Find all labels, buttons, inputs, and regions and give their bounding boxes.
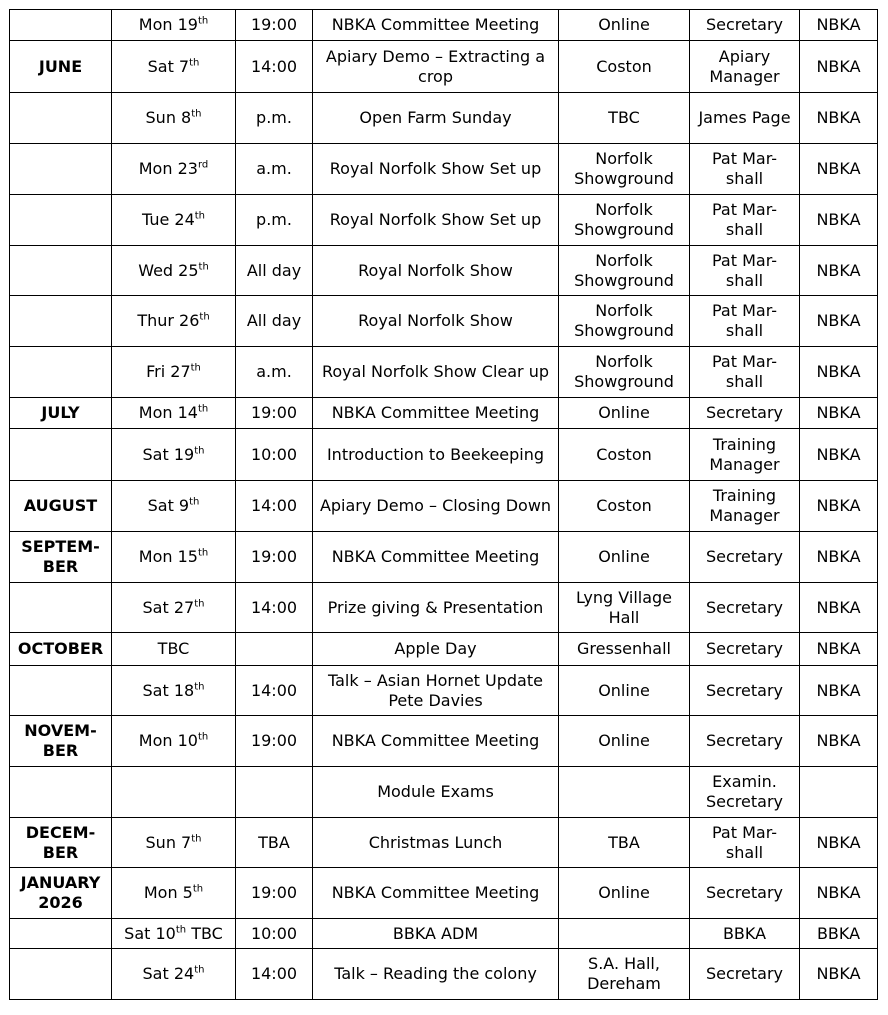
event-cell: Module Exams bbox=[313, 767, 559, 818]
contact-cell: Secretary bbox=[690, 633, 800, 666]
event-cell: NBKA Committee Meeting bbox=[313, 398, 559, 429]
date-ordinal: rd bbox=[197, 159, 209, 171]
contact-cell: Pat Mar-shall bbox=[690, 246, 800, 296]
contact-cell: Pat Mar-shall bbox=[690, 347, 800, 398]
month-cell bbox=[10, 429, 112, 481]
date-day: Mon 15 bbox=[138, 547, 198, 566]
table-row bbox=[10, 246, 878, 296]
time-cell: p.m. bbox=[236, 195, 313, 246]
org-cell: NBKA bbox=[800, 633, 878, 666]
time-cell: 14:00 bbox=[236, 949, 313, 1000]
event-cell: Apple Day bbox=[313, 633, 559, 666]
time-cell: TBA bbox=[236, 818, 313, 868]
org-cell: NBKA bbox=[800, 296, 878, 347]
date-day: Sat 19 bbox=[142, 444, 195, 464]
date-cell bbox=[112, 41, 236, 93]
event-cell: Royal Norfolk Show Set up bbox=[313, 195, 559, 246]
time-cell: 19:00 bbox=[236, 398, 313, 429]
table-row bbox=[10, 10, 878, 41]
date-cell bbox=[112, 583, 236, 633]
date-ordinal: th bbox=[192, 883, 204, 895]
month-cell bbox=[10, 767, 112, 818]
date-ordinal: th bbox=[194, 598, 205, 610]
date-cell bbox=[112, 144, 236, 195]
date-day: Sat 24 bbox=[142, 964, 195, 983]
date-day: Sun 8 bbox=[145, 108, 192, 127]
event-cell: Royal Norfolk Show Clear up bbox=[313, 347, 559, 398]
event-cell: Talk – Asian Hornet Update Pete Davies bbox=[313, 666, 559, 716]
date-cell bbox=[112, 195, 236, 246]
date-cell bbox=[112, 767, 236, 818]
venue-cell: Norfolk Showground bbox=[559, 195, 690, 246]
event-cell: Christmas Lunch bbox=[313, 818, 559, 868]
org-cell: NBKA bbox=[800, 583, 878, 633]
contact-cell: Secretary bbox=[690, 949, 800, 1000]
month-cell bbox=[10, 347, 112, 398]
date-day: Mon 23 bbox=[138, 159, 198, 178]
date-day: Fri 27 bbox=[146, 362, 191, 381]
contact-cell: BBKA bbox=[690, 919, 800, 949]
date-ordinal: th bbox=[197, 15, 209, 27]
table-row bbox=[10, 195, 878, 246]
date-cell bbox=[112, 429, 236, 481]
date-ordinal: th bbox=[194, 445, 205, 457]
event-cell: BBKA ADM bbox=[313, 919, 559, 949]
event-cell: Royal Norfolk Show bbox=[313, 296, 559, 347]
time-cell: a.m. bbox=[236, 347, 313, 398]
date-day: Sun 7 bbox=[145, 832, 192, 852]
venue-cell: S.A. Hall, Dereham bbox=[559, 949, 690, 1000]
table-row bbox=[10, 429, 878, 481]
date-day: Mon 5 bbox=[143, 883, 193, 902]
date-ordinal: th bbox=[197, 403, 209, 415]
org-cell: NBKA bbox=[800, 666, 878, 716]
table-row bbox=[10, 93, 878, 144]
month-cell bbox=[10, 93, 112, 144]
time-cell: All day bbox=[236, 296, 313, 347]
venue-cell: TBA bbox=[559, 818, 690, 868]
date-ordinal: th bbox=[199, 311, 210, 323]
org-cell: NBKA bbox=[800, 532, 878, 583]
table-row bbox=[10, 919, 878, 949]
date-cell bbox=[112, 296, 236, 347]
contact-cell: Pat Mar-shall bbox=[690, 818, 800, 868]
month-cell: OCTOBER bbox=[10, 633, 112, 666]
venue-cell: Norfolk Showground bbox=[559, 246, 690, 296]
event-cell: Apiary Demo – Extracting a crop bbox=[313, 41, 559, 93]
contact-cell: Training Manager bbox=[690, 429, 800, 481]
contact-cell: Secretary bbox=[690, 583, 800, 633]
month-cell: SEPTEM-BER bbox=[10, 532, 112, 583]
time-cell: 14:00 bbox=[236, 41, 313, 93]
date-cell bbox=[112, 666, 236, 716]
contact-cell: Secretary bbox=[690, 666, 800, 716]
venue-cell: Online bbox=[559, 666, 690, 716]
contact-cell: Secretary bbox=[690, 10, 800, 41]
time-cell: 19:00 bbox=[236, 868, 313, 919]
month-cell bbox=[10, 195, 112, 246]
contact-cell: Secretary bbox=[690, 398, 800, 429]
date-cell bbox=[112, 347, 236, 398]
date-ordinal: th bbox=[190, 362, 201, 374]
time-cell: 14:00 bbox=[236, 666, 313, 716]
date-suffix: TBC bbox=[186, 923, 223, 943]
venue-cell bbox=[559, 767, 690, 818]
event-cell: Apiary Demo – Closing Down bbox=[313, 481, 559, 532]
venue-cell: Norfolk Showground bbox=[559, 347, 690, 398]
date-ordinal: th bbox=[194, 210, 206, 222]
table-row bbox=[10, 398, 878, 429]
date-day: Mon 14 bbox=[138, 403, 198, 422]
month-cell bbox=[10, 296, 112, 347]
contact-cell: Pat Mar-shall bbox=[690, 144, 800, 195]
table-row bbox=[10, 666, 878, 716]
date-cell bbox=[112, 633, 236, 666]
event-cell: Royal Norfolk Show Set up bbox=[313, 144, 559, 195]
contact-cell: Secretary bbox=[690, 532, 800, 583]
month-cell: JUNE bbox=[10, 41, 112, 93]
org-cell: NBKA bbox=[800, 93, 878, 144]
contact-cell: Pat Mar-shall bbox=[690, 195, 800, 246]
time-cell: 19:00 bbox=[236, 10, 313, 41]
date-ordinal: th bbox=[189, 57, 200, 69]
venue-cell: Norfolk Showground bbox=[559, 144, 690, 195]
table-row bbox=[10, 583, 878, 633]
venue-cell: Online bbox=[559, 398, 690, 429]
contact-cell: Secretary bbox=[690, 868, 800, 919]
date-cell bbox=[112, 481, 236, 532]
venue-cell: Coston bbox=[559, 481, 690, 532]
time-cell: 10:00 bbox=[236, 919, 313, 949]
date-ordinal: th bbox=[189, 496, 200, 508]
date-day: Sat 7 bbox=[147, 56, 190, 76]
table-row bbox=[10, 818, 878, 868]
table-row bbox=[10, 633, 878, 666]
event-cell: Royal Norfolk Show bbox=[313, 246, 559, 296]
venue-cell: Gressenhall bbox=[559, 633, 690, 666]
venue-cell: Coston bbox=[559, 429, 690, 481]
org-cell: NBKA bbox=[800, 195, 878, 246]
table-row bbox=[10, 532, 878, 583]
org-cell: NBKA bbox=[800, 398, 878, 429]
event-cell: Open Farm Sunday bbox=[313, 93, 559, 144]
events-table bbox=[9, 9, 878, 1000]
date-day: Thur 26 bbox=[137, 311, 200, 330]
contact-cell: Apiary Manager bbox=[690, 41, 800, 93]
date-day: Sat 10 bbox=[124, 923, 176, 943]
venue-cell: Online bbox=[559, 716, 690, 767]
time-cell: 19:00 bbox=[236, 532, 313, 583]
org-cell: NBKA bbox=[800, 868, 878, 919]
table-row bbox=[10, 144, 878, 195]
date-cell bbox=[112, 532, 236, 583]
event-cell: NBKA Committee Meeting bbox=[313, 532, 559, 583]
table-row bbox=[10, 347, 878, 398]
date-day: Sat 9 bbox=[147, 496, 190, 515]
month-cell: JANUARY 2026 bbox=[10, 868, 112, 919]
event-cell: NBKA Committee Meeting bbox=[313, 868, 559, 919]
org-cell: NBKA bbox=[800, 481, 878, 532]
date-day: Mon 10 bbox=[138, 731, 198, 750]
time-cell: 14:00 bbox=[236, 481, 313, 532]
table-row bbox=[10, 767, 878, 818]
table-row bbox=[10, 868, 878, 919]
date-ordinal: th bbox=[191, 833, 202, 845]
month-cell bbox=[10, 246, 112, 296]
date-cell bbox=[112, 818, 236, 868]
time-cell: 19:00 bbox=[236, 716, 313, 767]
org-cell: NBKA bbox=[800, 246, 878, 296]
contact-cell: Secretary bbox=[690, 716, 800, 767]
date-cell bbox=[112, 10, 236, 41]
event-cell: NBKA Committee Meeting bbox=[313, 10, 559, 41]
event-cell: Introduction to Beekeeping bbox=[313, 429, 559, 481]
month-cell: JULY bbox=[10, 398, 112, 429]
date-ordinal: th bbox=[198, 261, 209, 273]
date-cell bbox=[112, 398, 236, 429]
contact-cell: Examin. Secretary bbox=[690, 767, 800, 818]
date-cell bbox=[112, 919, 236, 949]
org-cell: NBKA bbox=[800, 716, 878, 767]
time-cell: p.m. bbox=[236, 93, 313, 144]
month-cell: DECEM-BER bbox=[10, 818, 112, 868]
date-day: TBC bbox=[157, 639, 190, 658]
event-cell: Talk – Reading the colony bbox=[313, 949, 559, 1000]
month-cell bbox=[10, 10, 112, 41]
month-cell: NOVEM-BER bbox=[10, 716, 112, 767]
venue-cell bbox=[559, 919, 690, 949]
contact-cell: James Page bbox=[690, 93, 800, 144]
date-cell bbox=[112, 868, 236, 919]
month-cell bbox=[10, 666, 112, 716]
time-cell: a.m. bbox=[236, 144, 313, 195]
contact-cell: Training Manager bbox=[690, 481, 800, 532]
event-cell: NBKA Committee Meeting bbox=[313, 716, 559, 767]
date-ordinal: th bbox=[191, 108, 202, 120]
contact-cell: Pat Mar-shall bbox=[690, 296, 800, 347]
org-cell: NBKA bbox=[800, 41, 878, 93]
date-day: Wed 25 bbox=[138, 260, 199, 280]
date-ordinal: th bbox=[194, 964, 205, 976]
venue-cell: TBC bbox=[559, 93, 690, 144]
date-day: Sat 27 bbox=[142, 597, 195, 617]
org-cell: BBKA bbox=[800, 919, 878, 949]
event-cell: Prize giving & Presentation bbox=[313, 583, 559, 633]
date-ordinal: th bbox=[197, 731, 209, 743]
venue-cell: Online bbox=[559, 10, 690, 41]
time-cell: 14:00 bbox=[236, 583, 313, 633]
date-ordinal: th bbox=[194, 681, 205, 693]
date-day: Sat 18 bbox=[142, 680, 195, 700]
date-cell bbox=[112, 949, 236, 1000]
date-day: Tue 24 bbox=[141, 210, 195, 229]
month-cell bbox=[10, 919, 112, 949]
org-cell bbox=[800, 767, 878, 818]
date-cell bbox=[112, 716, 236, 767]
table-row bbox=[10, 949, 878, 1000]
date-cell bbox=[112, 93, 236, 144]
month-cell: AUGUST bbox=[10, 481, 112, 532]
venue-cell: Lyng Village Hall bbox=[559, 583, 690, 633]
time-cell bbox=[236, 767, 313, 818]
time-cell: 10:00 bbox=[236, 429, 313, 481]
table-row bbox=[10, 296, 878, 347]
date-ordinal: th bbox=[175, 924, 187, 936]
date-ordinal: th bbox=[197, 547, 209, 559]
table-row bbox=[10, 41, 878, 93]
time-cell: All day bbox=[236, 246, 313, 296]
org-cell: NBKA bbox=[800, 144, 878, 195]
org-cell: NBKA bbox=[800, 818, 878, 868]
date-cell bbox=[112, 246, 236, 296]
org-cell: NBKA bbox=[800, 10, 878, 41]
month-cell bbox=[10, 583, 112, 633]
date-day: Mon 19 bbox=[138, 15, 198, 34]
venue-cell: Online bbox=[559, 532, 690, 583]
venue-cell: Coston bbox=[559, 41, 690, 93]
org-cell: NBKA bbox=[800, 429, 878, 481]
month-cell bbox=[10, 949, 112, 1000]
org-cell: NBKA bbox=[800, 949, 878, 1000]
venue-cell: Online bbox=[559, 868, 690, 919]
month-cell bbox=[10, 144, 112, 195]
org-cell: NBKA bbox=[800, 347, 878, 398]
venue-cell: Norfolk Showground bbox=[559, 296, 690, 347]
time-cell bbox=[236, 633, 313, 666]
table-row bbox=[10, 716, 878, 767]
table-row bbox=[10, 481, 878, 532]
